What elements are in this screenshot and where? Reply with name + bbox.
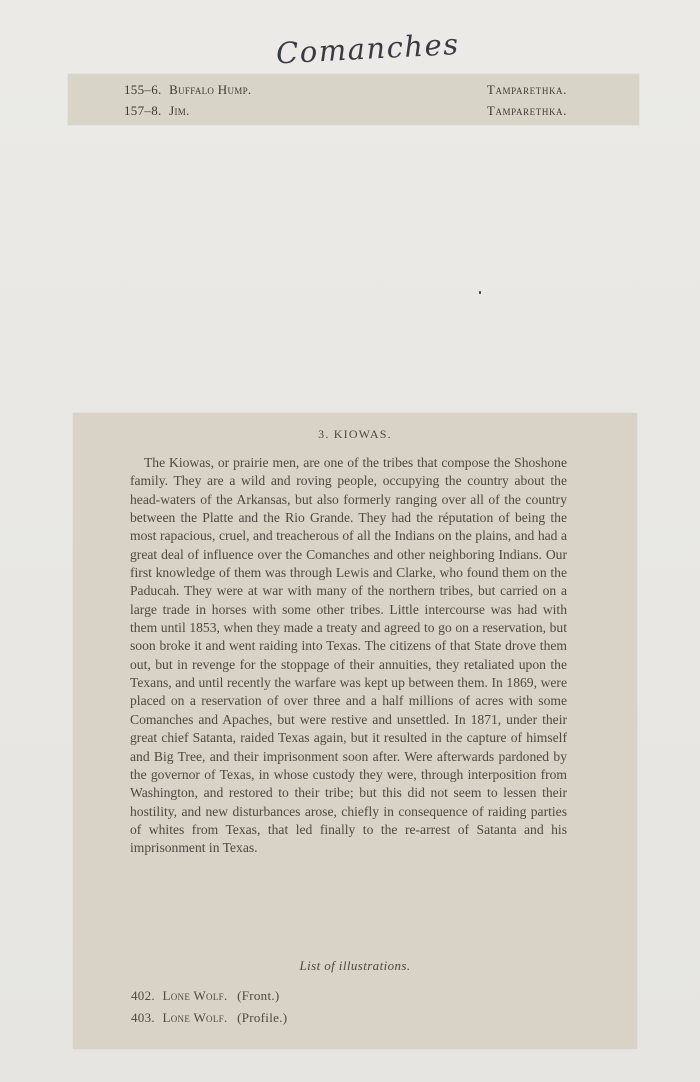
caption-name: Jim. (169, 103, 190, 118)
caption-name: Buffalo Hump. (169, 82, 252, 97)
caption-tribe: Tamparethka. (486, 103, 567, 118)
caption-row (124, 103, 567, 121)
illustration-entry (131, 1010, 287, 1026)
caption-number: 155–6. (124, 82, 162, 97)
illustration-view: (Profile.) (237, 1010, 288, 1025)
body-paragraph: The Kiowas, or prairie men, are one of the tribes that compose the Shoshone family. They are a wild and roving people, occupying the country about the head-waters of the Arkansas, but also formerly ranging over all of the country between the Platte and the Rio Grande. They had the réputation of being the most rapacious, cruel, and treacherous of all the Indians on the plains, and had a great deal of influence over the Comanches and other neighboring Indians. Our first knowledge of them was through Lewis and Clarke, who found them on the Paducah. They were at war with many of the northern tribes, but carried on a large trade in horses with some other tribes. Little intercourse was had with them until 1853, when they made a treaty and agreed to go on a reservation, but soon broke it and went raiding into Texas. The citizens of that State drove them out, but in revenge for the stoppage of their annuities, they retaliated upon the Texans, and until recently the warfare was kept up between them. In 1869, were placed on a reservation of over three and a half millions of acres with some Comanches and Apaches, but were restive and unsettled. In 1871, under their great chief Satanta, raided Texas again, but it resulted in the capture of himself and Big Tree, and their imprisonment soon after. Were afterwards pardoned by the governor of Texas, in whose custody they were, through interposition from Washington, and restored to their tribe; but this did not seem to lessen their hostility, and new disturbances arose, chiefly in consequence of raiding parties of whites from Texas, that led finally to the re-arrest of Satanta and his imprisonment in Texas. (130, 455, 567, 856)
illustration-name: Lone Wolf. (162, 988, 228, 1003)
caption-strip (68, 74, 639, 125)
caption-number: 157–8. (124, 103, 162, 118)
handwritten-title (272, 24, 492, 74)
caption-row (124, 82, 567, 100)
illustration-view: (Front.) (237, 988, 280, 1003)
list-heading: List of illustrations. (299, 958, 411, 973)
section-body (130, 454, 567, 858)
illustration-name: Lone Wolf. (162, 1010, 228, 1025)
kiowas-clipping (73, 413, 637, 1049)
section-heading: 3. KIOWAS. (318, 427, 392, 441)
illustration-number: 402. (131, 988, 155, 1003)
ink-speck (479, 291, 481, 294)
caption-tribe: Tamparethka. (486, 82, 567, 97)
handwritten-title-text: Comanches (275, 26, 461, 71)
illustration-entry (131, 988, 280, 1004)
illustration-number: 403. (131, 1010, 155, 1025)
